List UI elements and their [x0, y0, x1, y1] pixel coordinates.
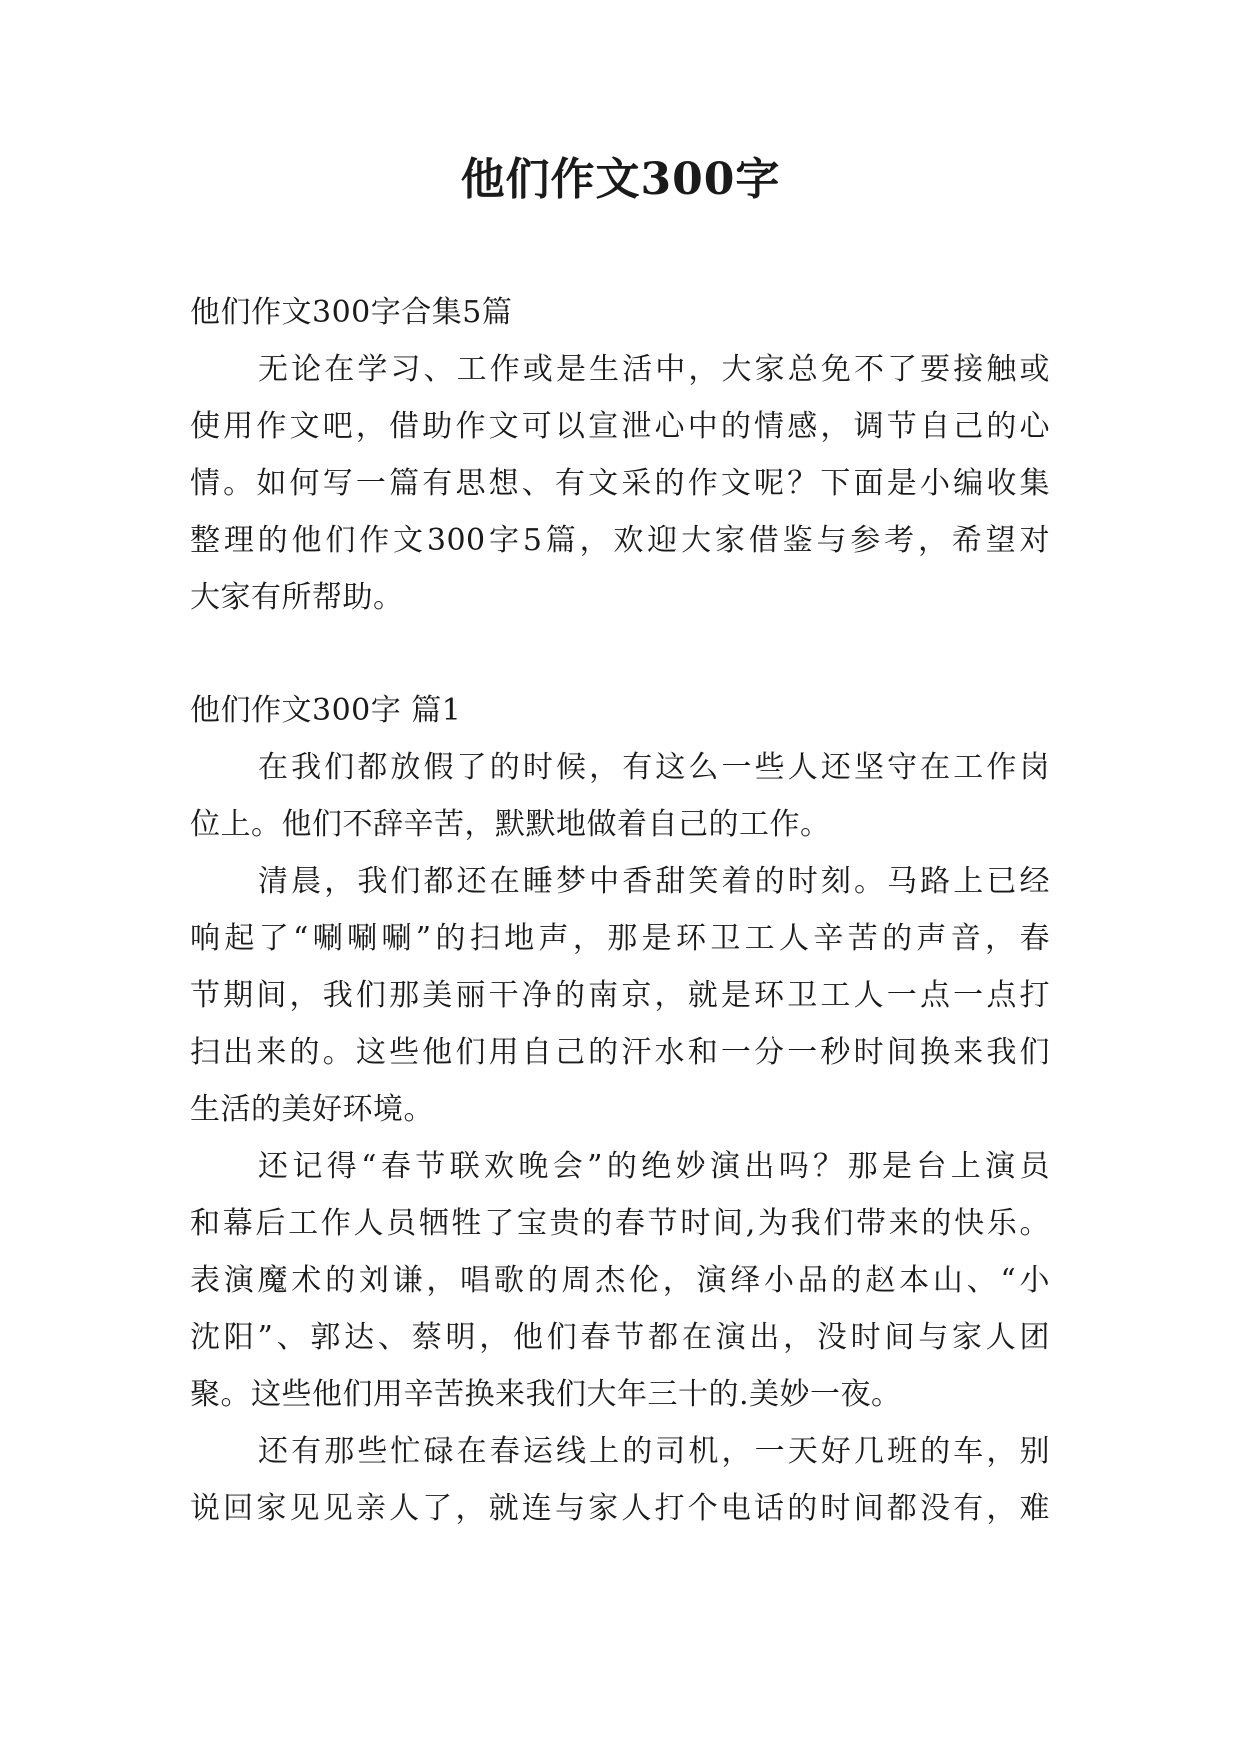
paragraph-line: 和幕后工作人员牺牲了宝贵的春节时间,为我们带来的快乐。	[190, 1206, 1050, 1241]
paragraph-line: 整理的他们作文300字5篇，欢迎大家借鉴与参考，希望对	[190, 523, 1050, 558]
paragraph-line: 大家有所帮助。	[190, 580, 404, 615]
paragraph-line: 表演魔术的刘谦，唱歌的周杰伦，演绎小品的赵本山、“小	[190, 1263, 1050, 1298]
paragraph-line: 聚。这些他们用辛苦换来我们大年三十的.美妙一夜。	[190, 1377, 902, 1412]
paragraph-line: 情。如何写一篇有思想、有文采的作文呢？下面是小编收集	[190, 466, 1050, 501]
section-heading: 他们作文300字 篇1	[190, 693, 462, 728]
paragraph-line: 使用作文吧，借助作文可以宣泄心中的情感，调节自己的心	[190, 409, 1050, 444]
paragraph-4	[190, 1423, 1050, 1537]
paragraph-2	[190, 853, 1050, 1138]
paragraph-line: 生活的美好环境。	[190, 1092, 434, 1127]
paragraph-line: 无论在学习、工作或是生活中，大家总免不了要接触或	[258, 352, 1050, 387]
paragraph-line: 说回家见见亲人了，就连与家人打个电话的时间都没有，难	[190, 1491, 1050, 1526]
document-body	[190, 284, 1050, 1537]
document-title: 他们作文300字	[460, 154, 781, 205]
intro-heading: 他们作文300字合集5篇	[190, 295, 513, 330]
section-spacer	[190, 626, 1050, 682]
paragraph-line: 在我们都放假了的时候，有这么一些人还坚守在工作岗	[258, 750, 1050, 785]
intro-paragraph	[190, 341, 1050, 626]
paragraph-1	[190, 739, 1050, 853]
paragraph-line: 清晨，我们都还在睡梦中香甜笑着的时刻。马路上已经	[258, 864, 1050, 899]
paragraph-line: 节期间，我们那美丽干净的南京，就是环卫工人一点一点打	[190, 978, 1050, 1013]
paragraph-line: 还有那些忙碌在春运线上的司机，一天好几班的车，别	[258, 1434, 1050, 1469]
paragraph-line: 沈阳”、郭达、蔡明，他们春节都在演出，没时间与家人团	[190, 1320, 1050, 1355]
paragraph-line: 还记得“春节联欢晚会”的绝妙演出吗？那是台上演员	[258, 1149, 1050, 1184]
paragraph-line: 响起了“唰唰唰”的扫地声，那是环卫工人辛苦的声音，春	[190, 921, 1050, 956]
paragraph-line: 扫出来的。这些他们用自己的汗水和一分一秒时间换来我们	[190, 1035, 1050, 1070]
paragraph-3	[190, 1138, 1050, 1423]
paragraph-line: 位上。他们不辞辛苦，默默地做着自己的工作。	[190, 807, 831, 842]
